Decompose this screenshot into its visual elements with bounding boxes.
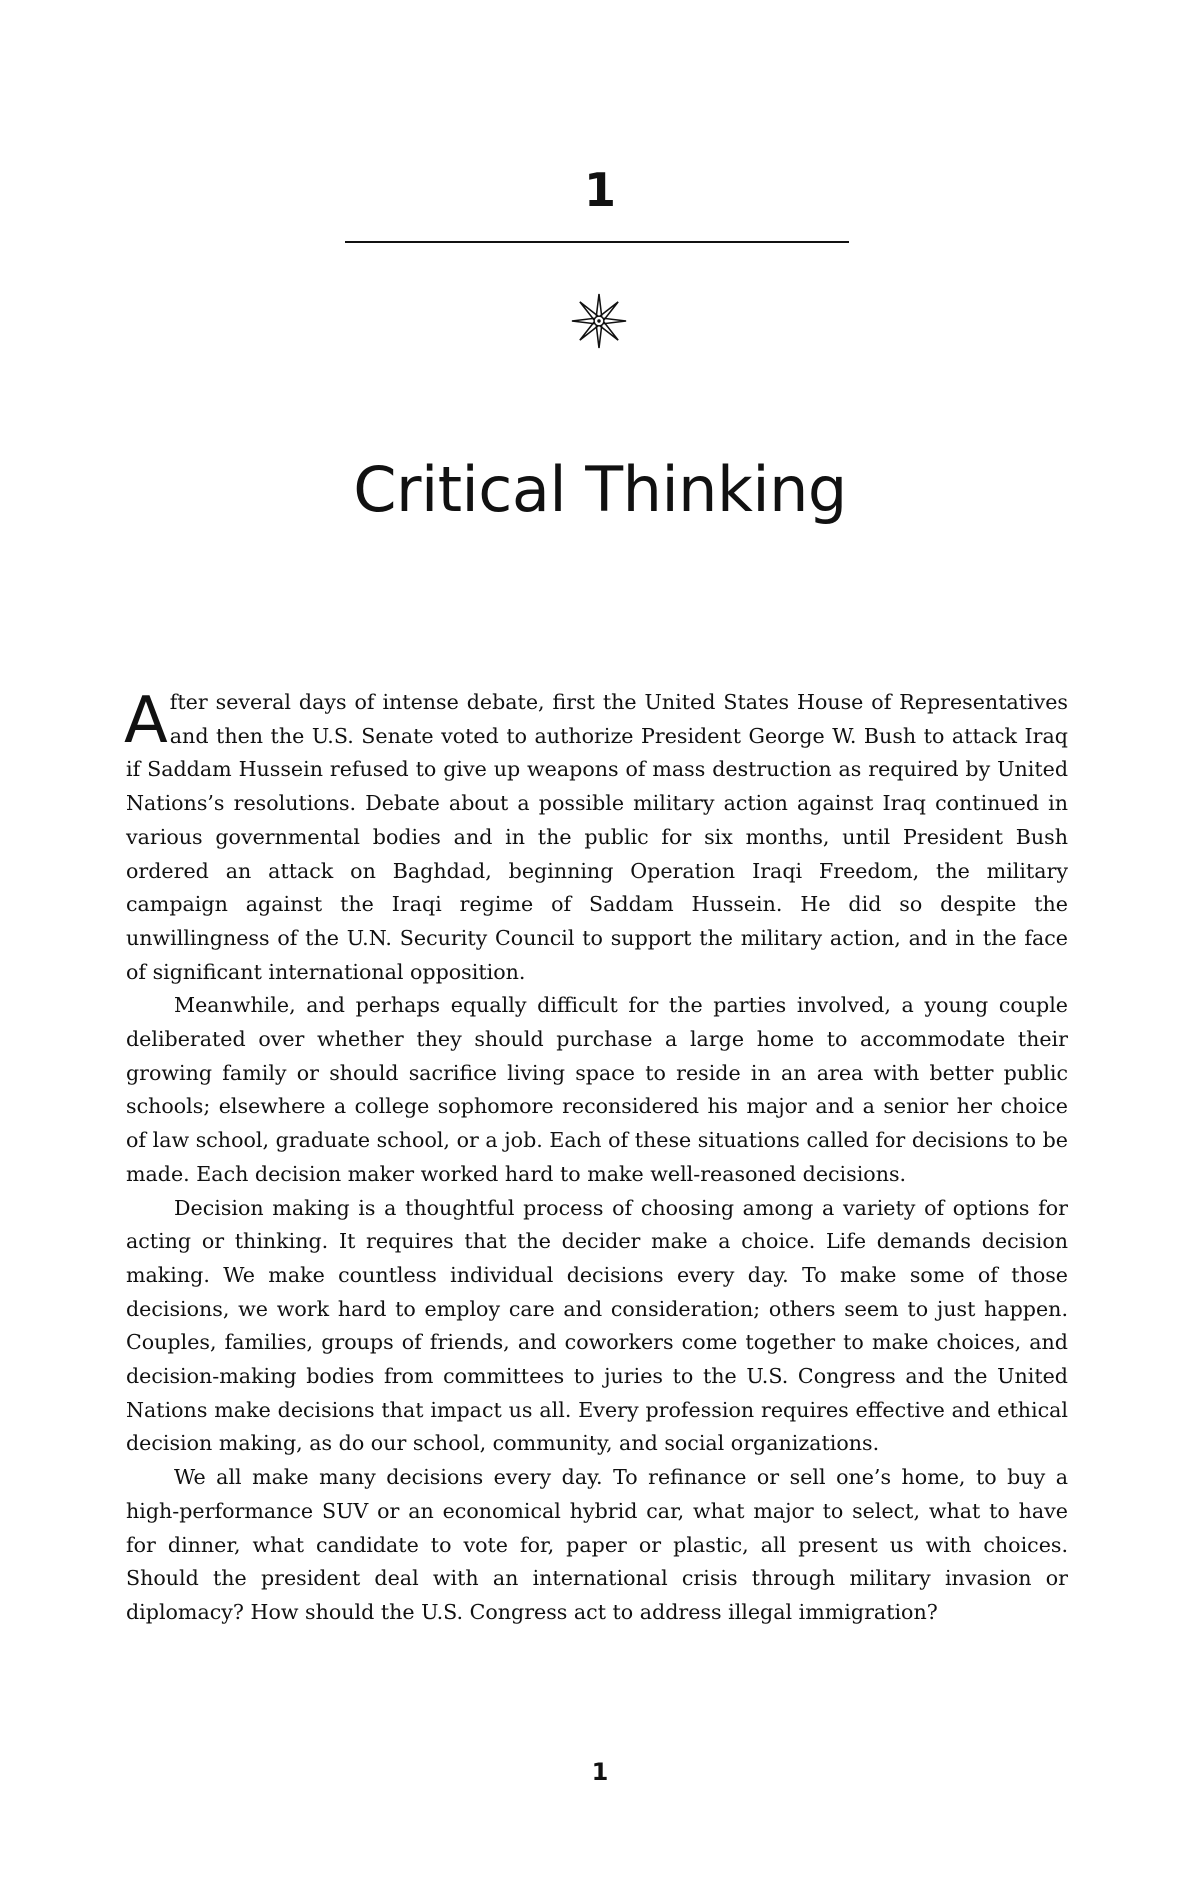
drop-cap: A — [124, 684, 168, 758]
paragraph-4: We all make many decisions every day. To refinance or sell one’s home, to buy a high-performance SUV or an economical hybrid car, what major to select, what to have for dinner, what candidate to vote for, paper or plastic, all present us with choices. Should the president deal with an international crisis through military invasion or diplomacy? How should the U.S. Congress act to address illegal immigration? — [126, 1465, 1068, 1624]
chapter-number: 1 — [583, 163, 616, 217]
paragraph-1-text: fter several days of intense debate, first the United States House of Representatives and then the U.S. Senate voted to authorize President George W. Bush to attack Iraq if Saddam Hussein refused to give up weapons of mass destruction as required by United Nations’s resolutions. Debate about a possible military action against Iraq continued in various governmental bodies and in the public for six months, until President Bush ordered an attack on Baghdad, beginning Operation Iraqi Freedom, the military campaign against the Iraqi regime of Saddam Hussein. He did so despite the unwillingness of the U.N. Security Council to support the military action, and in the face of significant international opposition. — [126, 690, 1068, 984]
page-number: 1 — [591, 1758, 609, 1786]
body-text — [126, 686, 1068, 1630]
chapter-title: Critical Thinking — [353, 453, 847, 526]
chapter-rule — [345, 241, 849, 243]
paragraph-3: Decision making is a thoughtful process of choosing among a variety of options for acting or thinking. It requires that the decider make a choice. Life demands decision making. We make countless individual decisions every day. To make some of those decisions, we work hard to employ care and consideration; others seem to just happen. Couples, families, groups of friends, and coworkers come together to make choices, and decision-making bodies from committees to juries to the U.S. Congress and the United Nations make decisions that impact us all. Every profession requires effective and ethical decision making, as do our school, community, and social organizations. — [126, 1195, 1068, 1456]
compass-star-icon — [570, 292, 628, 350]
paragraph-2: Meanwhile, and perhaps equally difficult for the parties involved, a young couple deliberated over whether they should purchase a large home to accommodate their growing family or should sacrifice living space to reside in an area with better public schools; elsewhere a college sophomore reconsidered his major and a senior her choice of law school, graduate school, or a job. Each of these situations called for decisions to be made. Each decision maker worked hard to make well-reasoned decisions. — [126, 993, 1068, 1186]
paragraph-1 — [126, 686, 1068, 989]
